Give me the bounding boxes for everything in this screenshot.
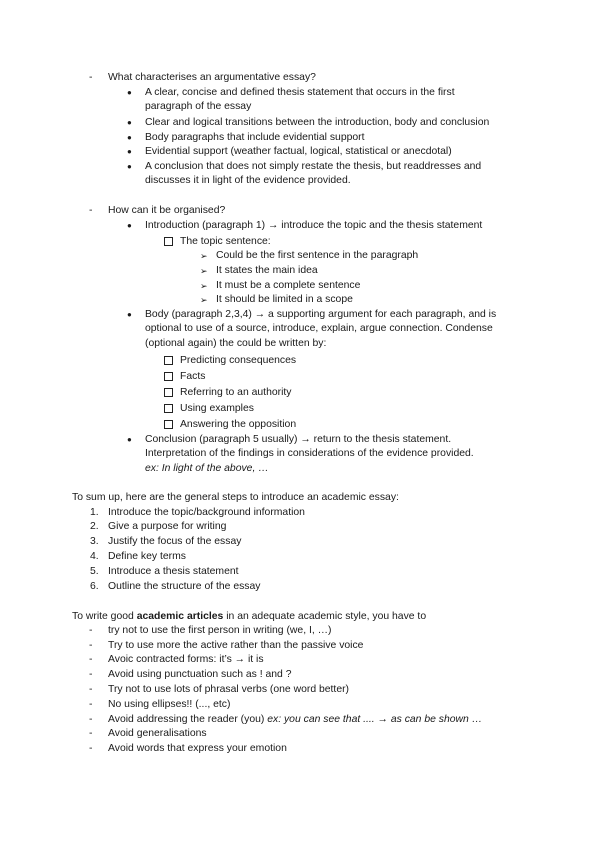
checkbox-icon (164, 372, 173, 381)
bullet-marker: ● (127, 88, 132, 97)
checkbox-icon (164, 404, 173, 413)
body-item-continued: optional to use of a source, introduce, explain, argue connection. Condense (145, 323, 493, 334)
rule-item: Avoid using punctuation such as ! and ? (108, 669, 292, 680)
list-item: Evidential support (weather factual, logical, statistical or anecdotal) (145, 146, 452, 157)
step-item: Introduce a thesis statement (108, 566, 239, 577)
arrow-bullet-icon: ➢ (200, 281, 208, 291)
checkbox-icon (164, 237, 173, 246)
conclusion-example: ex: In light of the above, … (145, 463, 269, 474)
step-number: 1. (90, 507, 99, 518)
dash-marker: - (89, 714, 93, 725)
topic-point: It should be limited in a scope (216, 294, 353, 305)
rule-item: Avoid generalisations (108, 728, 207, 739)
question-organised: How can it be organised? (108, 205, 226, 216)
checkbox-icon (164, 356, 173, 365)
body-option: Facts (180, 371, 206, 382)
dash-marker: - (89, 625, 93, 636)
bullet-marker: ● (127, 221, 132, 230)
list-item: Clear and logical transitions between the introduction, body and conclusion (145, 117, 490, 128)
list-item: A clear, concise and defined thesis statement that occurs in the first (145, 87, 455, 98)
rule-item: Avoic contracted forms: it’s → it is (108, 654, 264, 665)
conclusion-item: Conclusion (paragraph 5 usually) → return to the thesis statement. (145, 434, 452, 445)
body-item: Body (paragraph 2,3,4) → a supporting argument for each paragraph, and is (145, 309, 497, 320)
body-option: Using examples (180, 403, 254, 414)
body-option: Predicting consequences (180, 355, 297, 366)
arrow-bullet-icon: ➢ (200, 295, 208, 305)
body-option: Referring to an authority (180, 387, 292, 398)
bullet-marker: ● (127, 310, 132, 319)
bullet-marker: ● (127, 118, 132, 127)
rule-item-addressing: Avoid addressing the reader (you) ex: you can see that .... → as can be shown … (108, 714, 483, 725)
topic-point: It must be a complete sentence (216, 280, 361, 291)
step-item: Give a purpose for writing (108, 521, 227, 532)
dash-marker: - (89, 72, 93, 83)
checkbox-icon (164, 388, 173, 397)
dash-marker: - (89, 728, 93, 739)
step-number: 2. (90, 521, 99, 532)
dash-marker: - (89, 640, 93, 651)
step-number: 4. (90, 551, 99, 562)
dash-marker: - (89, 654, 93, 665)
dash-marker: - (89, 699, 93, 710)
list-item-continued: paragraph of the essay (145, 101, 252, 112)
body-option: Answering the opposition (180, 419, 297, 430)
topic-sentence-label: The topic sentence: (180, 236, 271, 247)
step-item: Justify the focus of the essay (108, 536, 242, 547)
summary-intro: To sum up, here are the general steps to introduce an academic essay: (72, 492, 399, 503)
rule-item: try not to use the first person in writing (we, I, …) (108, 625, 332, 636)
bullet-marker: ● (127, 147, 132, 156)
body-item-continued: (optional again) the could be written by: (145, 338, 327, 349)
rule-item: Avoid words that express your emotion (108, 743, 287, 754)
step-item: Define key terms (108, 551, 186, 562)
rule-item: No using ellipses!! (..., etc) (108, 699, 231, 710)
academic-style-intro: To write good academic articles in an adequate academic style, you have to (72, 611, 427, 622)
dash-marker: - (89, 205, 93, 216)
topic-point: Could be the first sentence in the paragraph (216, 250, 419, 261)
list-item: Body paragraphs that include evidential support (145, 132, 365, 143)
introduction-item: Introduction (paragraph 1) → introduce the topic and the thesis statement (145, 220, 483, 231)
rule-item: Try not to use lots of phrasal verbs (one word better) (108, 684, 350, 695)
step-item: Introduce the topic/background information (108, 507, 305, 518)
dash-marker: - (89, 684, 93, 695)
conclusion-item-continued: Interpretation of the findings in considerations of the evidence provided. (145, 448, 474, 459)
question-argumentative: What characterises an argumentative essay? (108, 72, 316, 83)
step-number: 6. (90, 581, 99, 592)
rule-item: Try to use more the active rather than the passive voice (108, 640, 364, 651)
arrow-bullet-icon: ➢ (200, 251, 208, 261)
dash-marker: - (89, 669, 93, 680)
step-number: 5. (90, 566, 99, 577)
bullet-marker: ● (127, 133, 132, 142)
arrow-bullet-icon: ➢ (200, 266, 208, 276)
step-item: Outline the structure of the essay (108, 581, 261, 592)
step-number: 3. (90, 536, 99, 547)
checkbox-icon (164, 420, 173, 429)
list-item-continued: discusses it in light of the evidence provided. (145, 175, 351, 186)
list-item: A conclusion that does not simply restate the thesis, but readdresses and (145, 161, 482, 172)
bullet-marker: ● (127, 162, 132, 171)
topic-point: It states the main idea (216, 265, 318, 276)
bullet-marker: ● (127, 435, 132, 444)
dash-marker: - (89, 743, 93, 754)
